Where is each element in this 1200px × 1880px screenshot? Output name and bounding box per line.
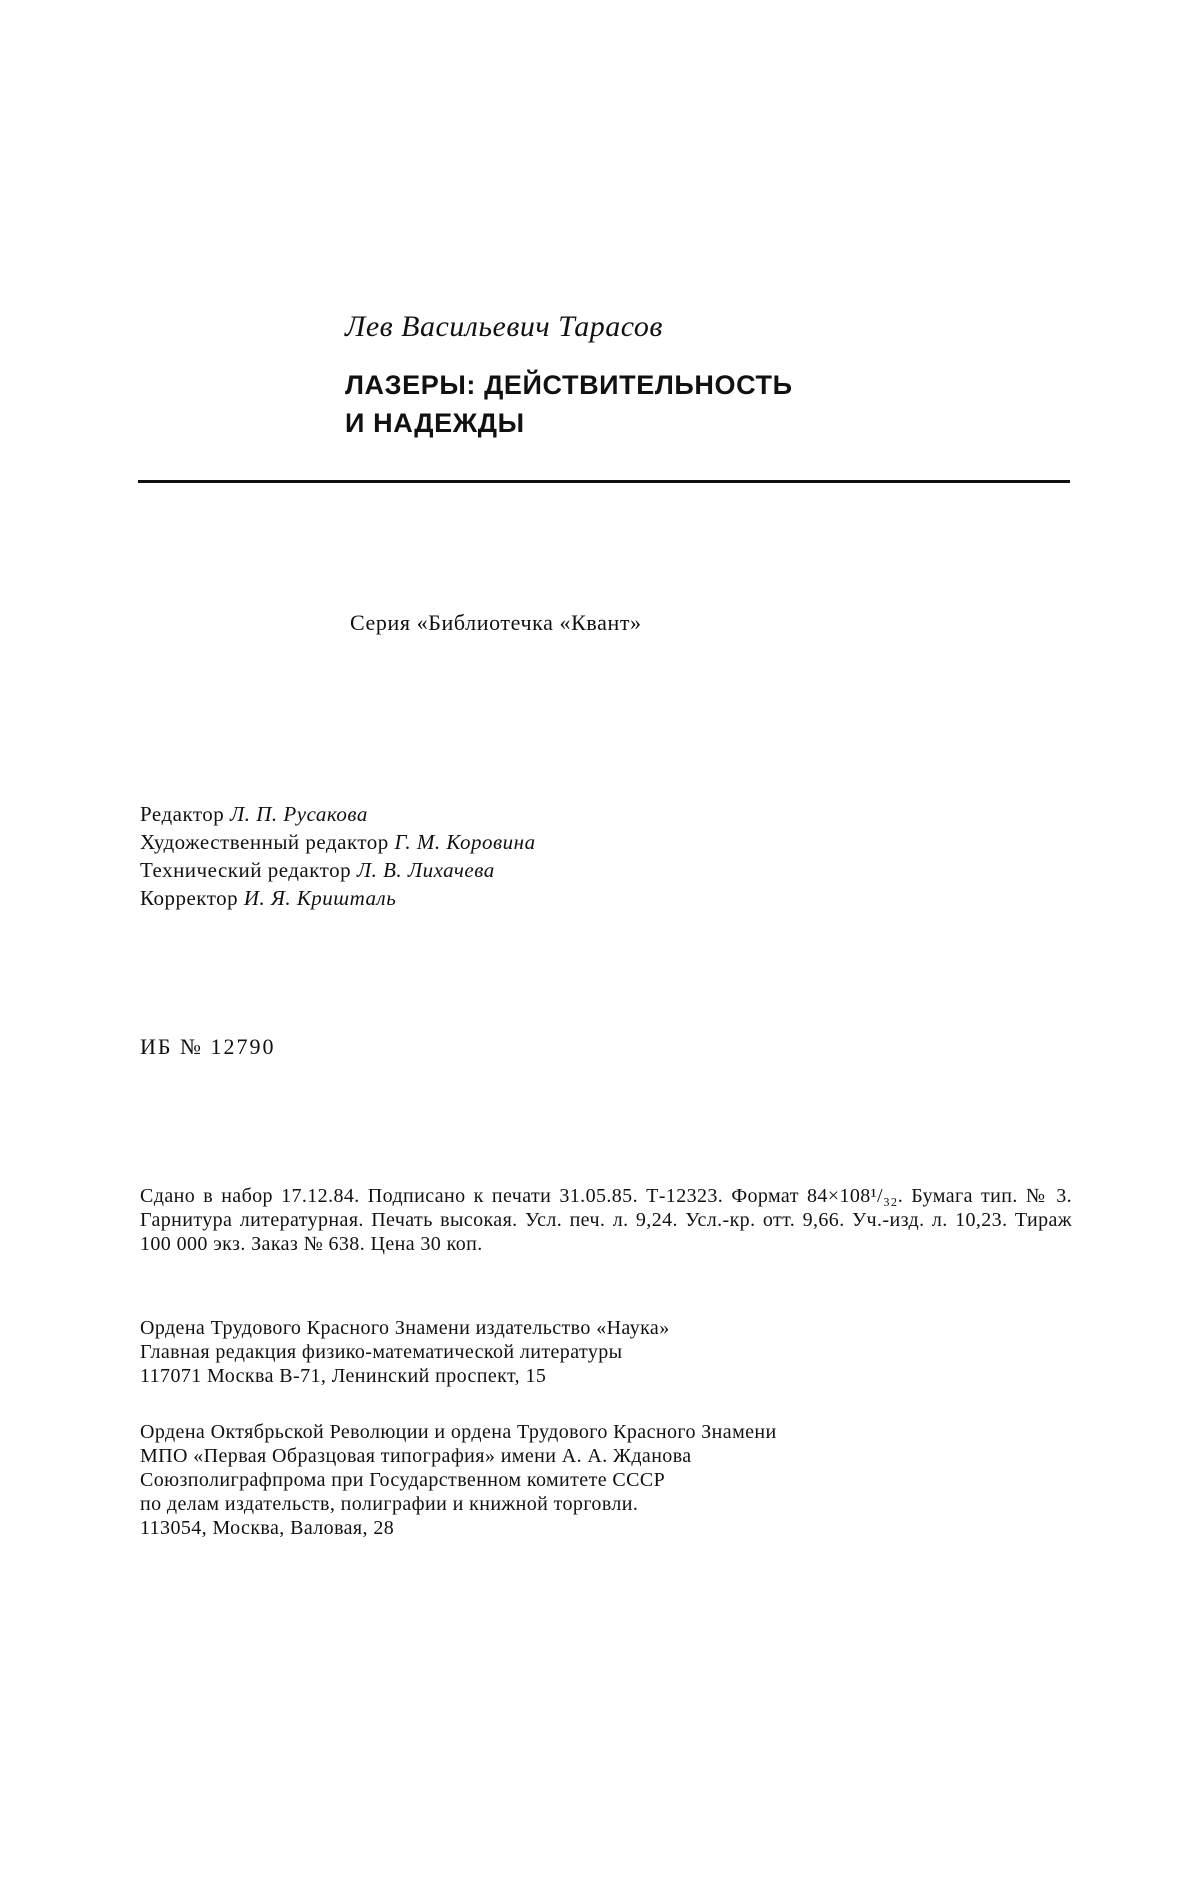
credit-role: Редактор: [140, 802, 231, 826]
book-title-line-2: И НАДЕЖДЫ: [345, 408, 525, 438]
credit-name: Л. В. Лихачева: [356, 858, 495, 882]
publisher-info: [140, 1316, 1072, 1388]
credit-role: Технический редактор: [140, 858, 357, 882]
printer-address: 113054, Москва, Валовая, 28: [140, 1517, 395, 1539]
credit-editor: [140, 800, 536, 828]
imprint-details: Сдано в набор 17.12.84. Подписано к печати 31.05.85. Т-12323. Формат 84×108¹/₃₂. Бумага тип. № 3. Гарнитура литературная. Печать высокая. Усл. печ. л. 9,24. Усл.-кр. отт. 9,66. Уч.-изд. л. 10,23. Тираж 100 000 экз. Заказ № 638. Цена 30 коп.: [140, 1185, 1072, 1255]
printer-line: Союзполиграфпрома при Государственном комитете СССР: [140, 1469, 666, 1491]
publisher-address: 117071 Москва В-71, Ленинский проспект, 15: [140, 1365, 547, 1387]
series-name: Серия «Библиотечка «Квант»: [350, 610, 642, 635]
book-title-line-1: ЛАЗЕРЫ: ДЕЙСТВИТЕЛЬНОСТЬ: [345, 370, 793, 400]
printer-line: Ордена Октябрьской Революции и ордена Трудового Красного Знамени: [140, 1421, 777, 1443]
ib-number: ИБ № 12790: [140, 1034, 276, 1059]
printer-line: по делам издательств, полиграфии и книжной торговли.: [140, 1493, 639, 1515]
credit-name: Г. М. Коровина: [394, 830, 536, 854]
credit-role: Корректор: [140, 886, 244, 910]
book-title: [345, 366, 793, 442]
credit-technical-editor: [140, 856, 536, 884]
printer-info: [140, 1420, 1072, 1540]
printer-line: МПО «Первая Образцовая типография» имени А. А. Жданова: [140, 1445, 692, 1467]
credit-proofreader: [140, 884, 536, 912]
credits-list: [140, 800, 536, 912]
author-name: Лев Васильевич Тарасов: [345, 310, 663, 343]
credit-name: И. Я. Кришталь: [243, 886, 397, 910]
horizontal-rule: [138, 480, 1070, 483]
credit-role: Художественный редактор: [140, 830, 395, 854]
credit-art-editor: [140, 828, 536, 856]
publisher-line: Главная редакция физико-математической литературы: [140, 1341, 623, 1363]
publisher-line: Ордена Трудового Красного Знамени издательство «Наука»: [140, 1317, 670, 1339]
credit-name: Л. П. Русакова: [230, 802, 368, 826]
